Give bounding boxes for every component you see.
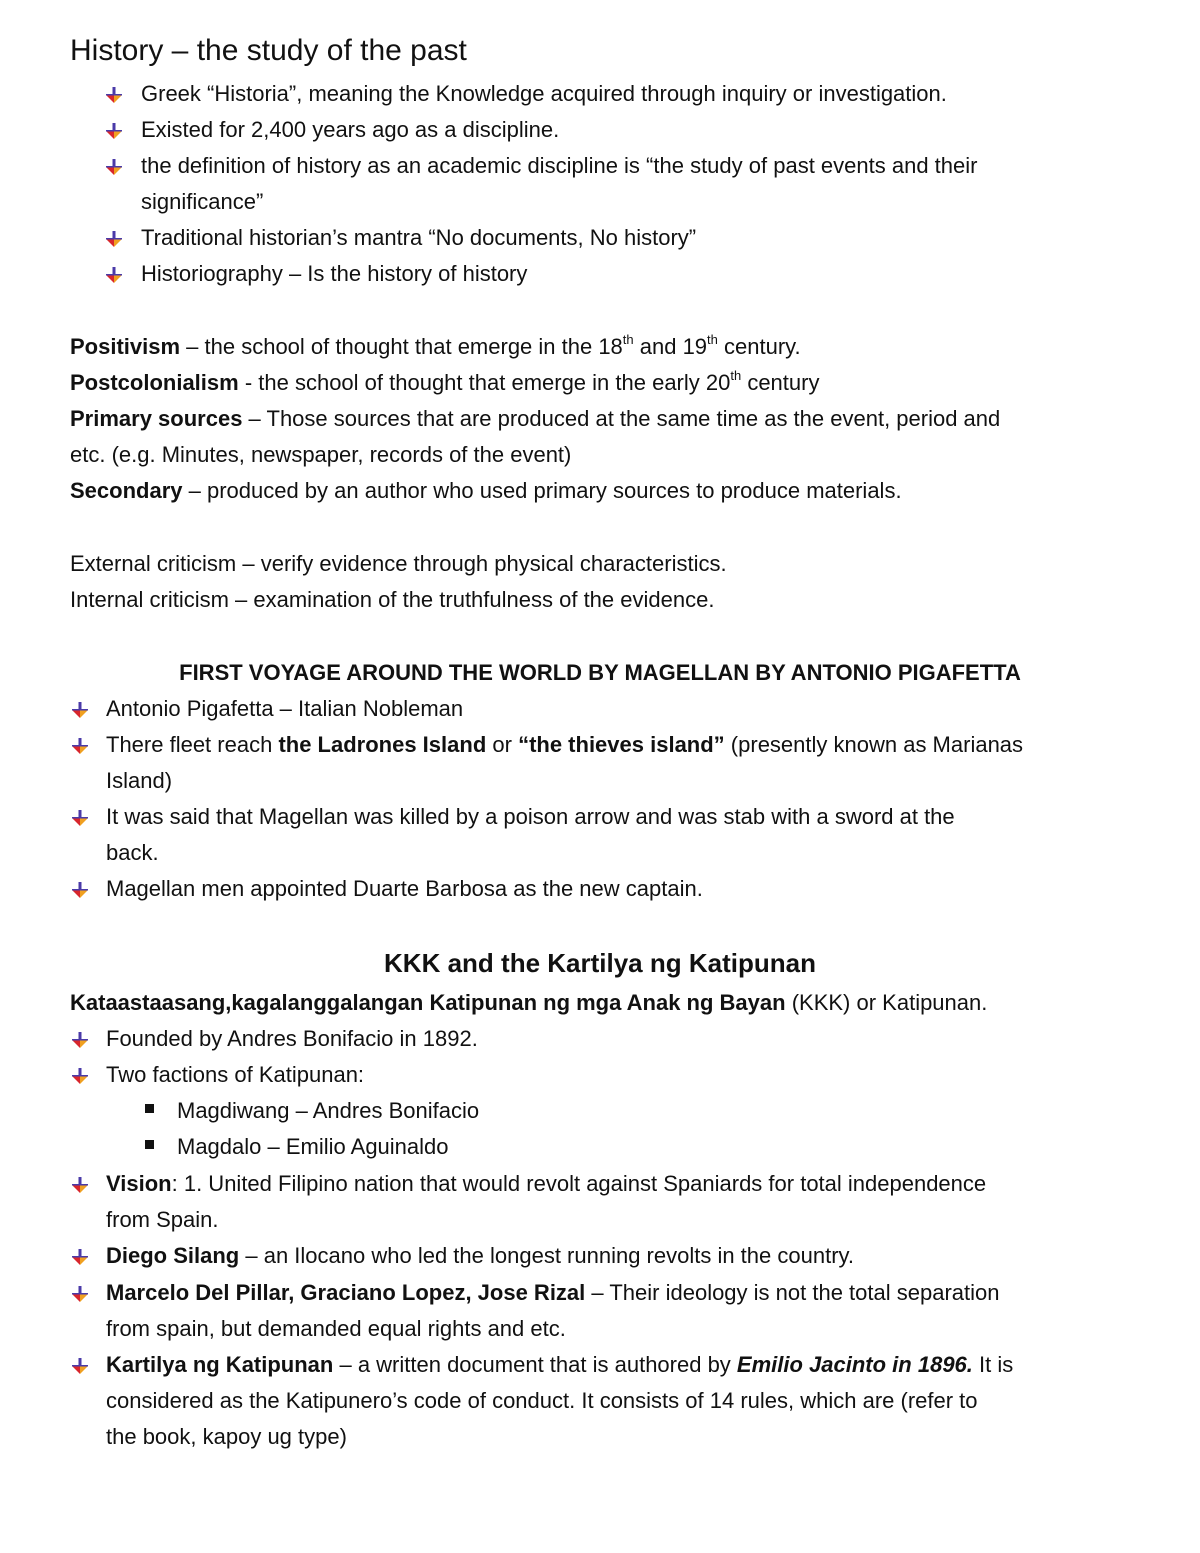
item-text: : 1. United Filipino nation that would revolt against Spaniards for total independence [171,1171,987,1196]
definition-text: - the school of thought that emerge in the early 20 [238,370,731,395]
arrow-down-bullet-icon [70,809,90,827]
list-item-continuation: the book, kapoy ug type) [106,1424,347,1449]
sub-list-item: Magdalo – Emilio Aguinaldo [177,1134,449,1159]
item-text: or [486,732,519,757]
definition-text: century [741,370,820,395]
definition-text: – Those sources that are produced at the same time as the event, period and [242,406,1001,431]
list-item-continuation: back. [106,840,159,865]
item-text: – an Ilocano who led the longest running revolts in the country. [239,1243,855,1268]
term: Primary sources [70,406,243,431]
list-item [106,1171,986,1197]
item-emphasis: the Ladrones Island [278,732,487,757]
list-item-continuation: significance” [141,189,264,214]
definition-primary-sources [70,406,1000,432]
list-item: Greek “Historia”, meaning the Knowledge acquired through inquiry or investigation. [141,81,947,106]
definition-positivism [70,331,801,360]
superscript: th [730,367,742,383]
definition-text: and 19 [633,334,708,359]
term: Vision [106,1171,172,1196]
external-criticism: External criticism – verify evidence through physical characteristics. [70,551,727,576]
item-emphasis: “the thieves island” [518,732,725,757]
item-text: There fleet reach [106,732,279,757]
list-item: Magellan men appointed Duarte Barbosa as the new captain. [106,876,703,901]
definition-text: (KKK) or Katipunan. [785,990,988,1015]
item-text: It is [972,1352,1014,1377]
term: Marcelo Del Pillar, Graciano Lopez, Jose Rizal [106,1280,586,1305]
list-item-continuation: considered as the Katipunero’s code of conduct. It consists of 14 rules, which are (refer to [106,1388,978,1413]
list-item [106,732,1023,758]
list-item: Historiography – Is the history of history [141,261,528,286]
arrow-down-bullet-icon [104,266,124,284]
item-text: (presently known as Marianas [724,732,1024,757]
definition-text: century. [717,334,801,359]
definition-text: – the school of thought that emerge in the 18 [180,334,623,359]
page-title: History – the study of the past [70,34,467,67]
internal-criticism: Internal criticism – examination of the truthfulness of the evidence. [70,587,715,612]
arrow-down-bullet-icon [70,1067,90,1085]
list-item: Traditional historian’s mantra “No documents, No history” [141,225,697,250]
list-item: Founded by Andres Bonifacio in 1892. [106,1026,478,1051]
list-item: Two factions of Katipunan: [106,1062,365,1087]
term: Diego Silang [106,1243,240,1268]
list-item: It was said that Magellan was killed by a poison arrow and was stab with a sword at the [106,804,955,829]
arrow-down-bullet-icon [70,1176,90,1194]
section-heading-kkk: KKK and the Kartilya ng Katipunan [384,948,816,978]
arrow-down-bullet-icon [70,1357,90,1375]
definition-secondary [70,478,902,504]
square-bullet-icon [145,1104,154,1113]
superscript: th [707,331,718,347]
arrow-down-bullet-icon [104,122,124,140]
list-item [106,1352,1013,1378]
list-item: Existed for 2,400 years ago as a discipline. [141,117,560,142]
term: Secondary [70,478,183,503]
term: Kataastaasang,kagalanggalangan Katipunan ng mga Anak ng Bayan [70,990,786,1015]
section-heading-voyage: FIRST VOYAGE AROUND THE WORLD BY MAGELLAN BY ANTONIO PIGAFETTA [179,660,1021,685]
arrow-down-bullet-icon [70,1285,90,1303]
arrow-down-bullet-icon [104,158,124,176]
sub-list-item: Magdiwang – Andres Bonifacio [177,1098,480,1123]
arrow-down-bullet-icon [70,737,90,755]
arrow-down-bullet-icon [70,1248,90,1266]
list-item [106,1280,999,1306]
term: Postcolonialism [70,370,239,395]
definition-text: – produced by an author who used primary sources to produce materials. [182,478,902,503]
list-item-continuation: from Spain. [106,1207,219,1232]
list-item: the definition of history as an academic discipline is “the study of past events and their [141,153,978,178]
definition-postcolonialism [70,367,820,396]
list-item [106,1243,854,1269]
arrow-down-bullet-icon [70,1031,90,1049]
item-text: – Their ideology is not the total separation [585,1280,1000,1305]
arrow-down-bullet-icon [70,881,90,899]
square-bullet-icon [145,1140,154,1149]
superscript: th [622,331,634,347]
arrow-down-bullet-icon [104,230,124,248]
definition-continuation: etc. (e.g. Minutes, newspaper, records of the event) [70,442,572,467]
arrow-down-bullet-icon [104,86,124,104]
arrow-down-bullet-icon [70,701,90,719]
kkk-full-name [70,990,987,1016]
term: Positivism [70,334,181,359]
item-emphasis: Emilio Jacinto in 1896. [736,1352,973,1377]
list-item-continuation: Island) [106,768,173,793]
list-item-continuation: from spain, but demanded equal rights and etc. [106,1316,566,1341]
term: Kartilya ng Katipunan [106,1352,334,1377]
item-text: – a written document that is authored by [333,1352,737,1377]
list-item: Antonio Pigafetta – Italian Nobleman [106,696,464,721]
